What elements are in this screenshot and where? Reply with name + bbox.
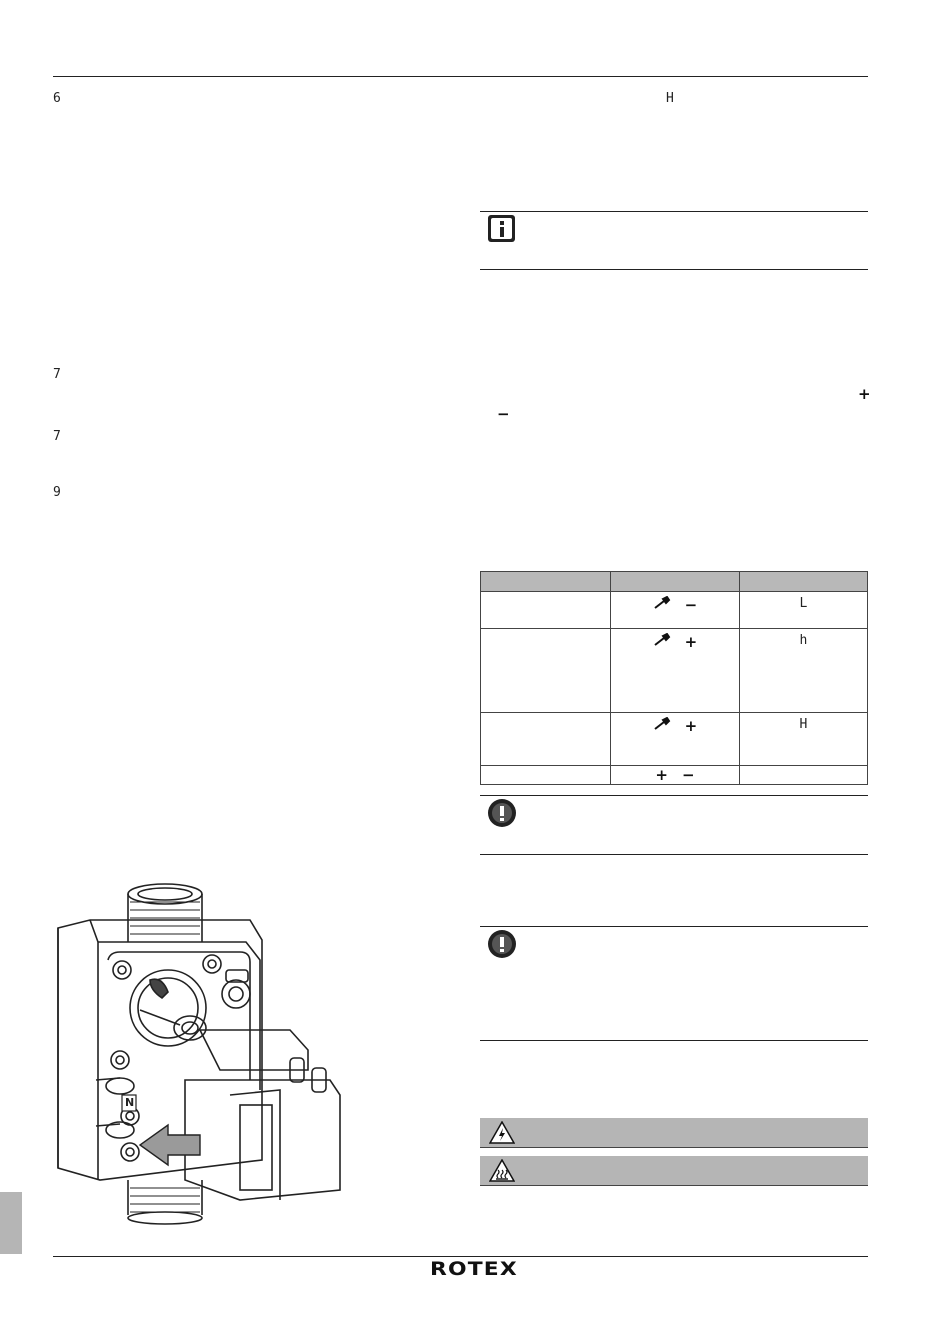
step-marker-9: 9 <box>53 485 61 500</box>
electrical-warning-bar <box>480 1118 868 1148</box>
wrench-icon <box>653 633 671 651</box>
intro-marker-h: H <box>666 91 674 106</box>
minus-symbol: − <box>497 405 510 423</box>
caution-note-top-rule <box>480 795 868 796</box>
step-marker-7b: 7 <box>53 429 61 444</box>
step-marker-7a: 7 <box>53 367 61 382</box>
gas-valve-figure <box>50 880 350 1225</box>
display-value: H <box>799 717 808 732</box>
plus-key: + <box>684 717 698 735</box>
hot-surface-icon <box>489 1159 515 1182</box>
table-row <box>481 766 868 785</box>
table-cell <box>611 713 739 766</box>
brand-logo: ROTEX <box>430 1258 518 1280</box>
info-note-bottom-rule <box>480 269 868 270</box>
table-cell <box>611 766 739 785</box>
step-marker-6: 6 <box>53 91 61 106</box>
table-cell <box>611 629 739 713</box>
display-value: h <box>799 633 808 648</box>
header-rule <box>53 76 868 77</box>
plus-key: + <box>655 766 668 784</box>
minus-key: − <box>681 766 695 784</box>
table-cell <box>611 592 739 629</box>
table-cell <box>739 713 867 766</box>
wrench-icon <box>653 596 671 614</box>
table-cell <box>739 629 867 713</box>
info-icon <box>488 215 515 242</box>
table-row <box>481 713 868 766</box>
table-header-cell <box>739 572 867 592</box>
table-header-cell <box>481 572 611 592</box>
settings-table <box>480 571 868 785</box>
table-cell <box>481 713 611 766</box>
caution-note-bottom-rule <box>480 854 868 855</box>
table-cell <box>739 592 867 629</box>
wrench-icon <box>653 717 671 735</box>
plus-symbol: + <box>858 385 871 403</box>
table-header-row <box>481 572 868 592</box>
electric-hazard-icon <box>489 1121 515 1144</box>
caution-note2-top-rule <box>480 926 868 927</box>
chapter-side-tab <box>0 1192 22 1254</box>
table-cell <box>481 592 611 629</box>
caution-note2-bottom-rule <box>480 1040 868 1041</box>
minus-key: − <box>684 596 698 614</box>
info-note-top-rule <box>480 211 868 212</box>
table-row <box>481 629 868 713</box>
display-value: L <box>799 596 808 611</box>
footer-rule <box>53 1256 868 1257</box>
table-header-cell <box>611 572 739 592</box>
figure-label-n: N <box>125 1096 135 1109</box>
exclamation-icon <box>488 930 516 958</box>
exclamation-icon <box>488 799 516 827</box>
table-row <box>481 592 868 629</box>
table-cell <box>739 766 867 785</box>
hot-surface-warning-bar <box>480 1156 868 1186</box>
table-cell <box>481 629 611 713</box>
plus-key: + <box>684 633 698 651</box>
table-cell <box>481 766 611 785</box>
